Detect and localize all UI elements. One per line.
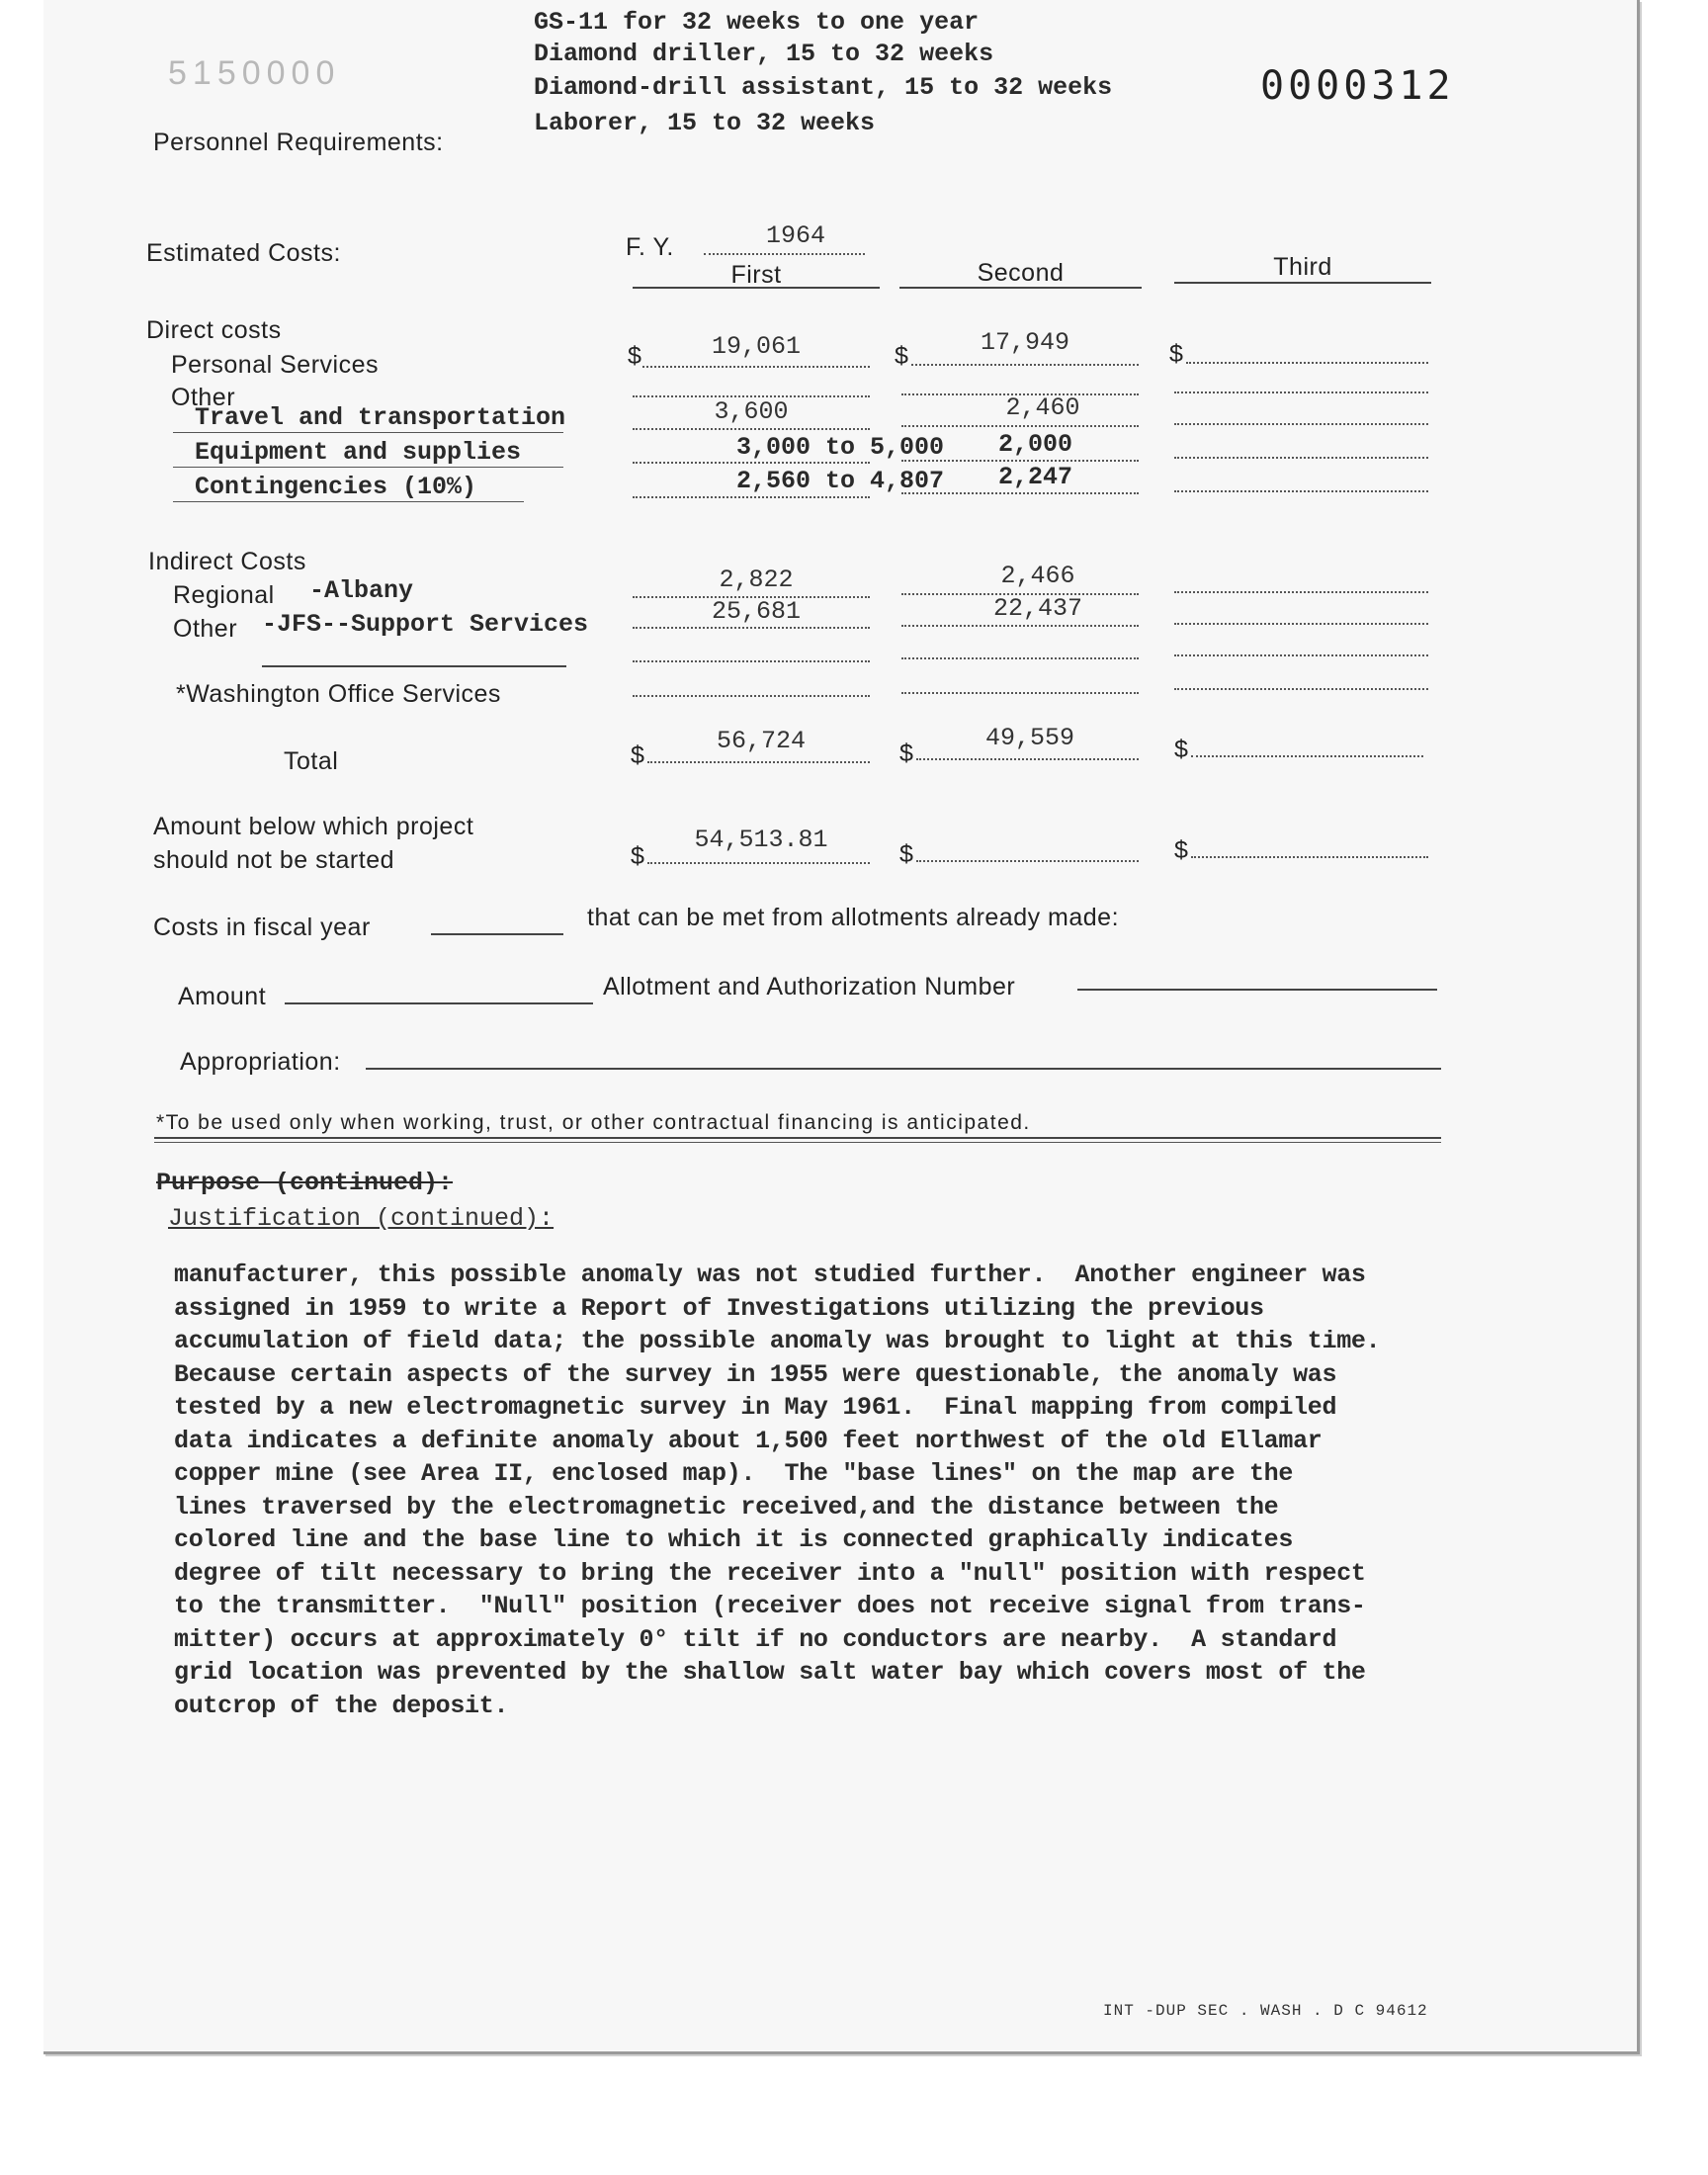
other-indirect-first: 25,681 [711, 597, 801, 626]
dotted-line [901, 460, 1139, 462]
personnel-line-1: GS-11 for 32 weeks to one year [534, 8, 980, 37]
other-indirect-typed: -JFS--Support Services [262, 610, 589, 639]
label-underline [173, 501, 524, 502]
dotted-line [1174, 457, 1428, 459]
justification-line: accumulation of field data; the possible anomaly was brought to light at this time. [174, 1327, 1381, 1355]
fiscal-year-suffix: that can be met from allotments already made: [587, 904, 1120, 931]
dotted-line [1174, 688, 1428, 690]
justification-line: manufacturer, this possible anomaly was not studied further. Another engineer was [174, 1261, 1366, 1289]
dotted-line [1174, 654, 1428, 656]
other-indirect-label: Other [173, 615, 238, 643]
dotted-line [647, 761, 870, 763]
equipment-label: Equipment and supplies [195, 438, 522, 467]
appropriation-label: Appropriation: [180, 1048, 341, 1076]
regional-typed: -Albany [309, 576, 414, 605]
dotted-line [901, 425, 1139, 427]
fiscal-year-label: Costs in fiscal year [153, 914, 371, 941]
dotted-line [1174, 423, 1428, 425]
faint-bleed-number: 5150000 [168, 54, 341, 92]
dotted-line [1174, 490, 1428, 492]
equipment-second: 2,000 [998, 430, 1073, 459]
other-indirect-second: 22,437 [992, 594, 1082, 623]
printer-imprint: INT -DUP SEC . WASH . D C 94612 [1103, 2002, 1428, 2020]
footnote-rule-2 [154, 1142, 1441, 1143]
authorization-label: Allotment and Authorization Number [603, 973, 1016, 1000]
label-underline [173, 432, 563, 433]
travel-first: 3,600 [714, 397, 789, 426]
dotted-line [901, 657, 1139, 659]
justification-line: tested by a new electromagnetic survey in May 1961. Final mapping from compiled [174, 1393, 1337, 1422]
currency-sign: $ [628, 342, 642, 370]
justification-line: grid location was prevented by the shallow salt water bay which covers most of the [174, 1658, 1366, 1687]
amount-below-label-2: should not be started [153, 846, 394, 874]
direct-costs-label: Direct costs [146, 316, 282, 344]
dotted-line [633, 496, 870, 498]
justification-line: to the transmitter. "Null" position (receiver does not receive signal from trans- [174, 1592, 1366, 1620]
fy-dotted-line [704, 253, 865, 255]
justification-line: copper mine (see Area II, enclosed map). The "base lines" on the map are the [174, 1459, 1294, 1488]
currency-sign: $ [631, 842, 645, 870]
fy-label: F. Y. [626, 233, 674, 261]
personnel-line-4: Laborer, 15 to 32 weeks [534, 109, 876, 137]
dotted-line [1174, 591, 1428, 593]
dotted-line [1174, 392, 1428, 393]
other-label: Other [171, 384, 236, 411]
regional-second: 2,466 [1000, 562, 1075, 590]
equipment-first: 3,000 to 5,000 [736, 433, 945, 462]
personnel-line-2: Diamond driller, 15 to 32 weeks [534, 40, 994, 68]
dotted-line [633, 660, 870, 662]
dotted-line [633, 462, 870, 464]
dotted-line [916, 860, 1139, 862]
personal-services-first: 19,061 [711, 332, 801, 361]
purpose-heading: Purpose (continued): [156, 1169, 454, 1197]
authorization-field [1077, 989, 1437, 991]
justification-line: Because certain aspects of the survey in 1955 were questionable, the anomaly was [174, 1359, 1337, 1389]
column-second: Second [977, 259, 1065, 287]
contingencies-label: Contingencies (10%) [195, 473, 477, 501]
justification-line: colored line and the base line to which it is connected graphically indicates [174, 1525, 1294, 1554]
dotted-line [642, 366, 870, 368]
dotted-line [1191, 755, 1423, 757]
dotted-line [633, 428, 870, 430]
estimated-costs-label: Estimated Costs: [146, 239, 341, 267]
footnote-rule [154, 1137, 1441, 1139]
personnel-label: Personnel Requirements: [153, 129, 444, 156]
dotted-line [1186, 362, 1428, 364]
currency-sign: $ [1169, 340, 1184, 368]
contingencies-second: 2,247 [998, 463, 1073, 491]
personal-services-label: Personal Services [171, 351, 379, 379]
other-indirect-rule [262, 665, 566, 667]
justification-heading: Justification (continued): [168, 1204, 555, 1233]
justification-line: outcrop of the deposit. [174, 1691, 509, 1720]
dotted-line [901, 692, 1139, 694]
column-first-rule [633, 287, 880, 289]
amount-below-label-1: Amount below which project [153, 813, 474, 840]
document-number: 0000312 [1260, 63, 1455, 109]
dotted-line [633, 695, 870, 697]
currency-sign: $ [631, 741, 645, 769]
fy-value: 1964 [766, 221, 826, 250]
regional-first: 2,822 [719, 566, 794, 594]
dotted-line [901, 625, 1139, 627]
appropriation-field [366, 1068, 1441, 1070]
footnote: *To be used only when working, trust, or other contractual financing is anticipated. [156, 1111, 1031, 1134]
washington-label: *Washington Office Services [176, 680, 501, 708]
travel-label: Travel and transportation [195, 403, 566, 432]
dotted-line [911, 364, 1139, 366]
personal-services-second: 17,949 [980, 328, 1069, 357]
dotted-line [1174, 623, 1428, 625]
currency-sign: $ [1174, 836, 1189, 864]
contingencies-first: 2,560 to 4,807 [736, 467, 945, 495]
dotted-line [916, 758, 1139, 760]
total-label: Total [284, 747, 339, 775]
justification-line: data indicates a definite anomaly about 1,500 feet northwest of the old Ellamar [174, 1426, 1323, 1455]
column-third: Third [1273, 253, 1332, 281]
justification-body [174, 1259, 1538, 1722]
indirect-costs-label: Indirect Costs [148, 548, 306, 575]
dotted-line [1191, 856, 1428, 858]
fiscal-year-field [431, 933, 563, 935]
currency-sign: $ [899, 840, 914, 868]
amount-label: Amount [178, 983, 267, 1010]
document-page [43, 0, 1640, 2054]
currency-sign: $ [1174, 736, 1189, 763]
total-second: 49,559 [984, 724, 1074, 752]
justification-line: degree of tilt necessary to bring the receiver into a "null" position with respect [174, 1558, 1366, 1588]
justification-line: mitter) occurs at approximately 0° tilt if no conductors are nearby. A standard [174, 1624, 1337, 1654]
column-first: First [730, 261, 782, 289]
dotted-line [647, 862, 870, 864]
currency-sign: $ [895, 342, 909, 370]
label-underline [173, 467, 563, 468]
amount-below-first: 54,513.81 [694, 826, 828, 854]
dotted-line [633, 627, 870, 629]
personnel-line-3: Diamond-drill assistant, 15 to 32 weeks [534, 73, 1113, 102]
column-third-rule [1174, 282, 1431, 284]
amount-field [285, 1002, 593, 1004]
column-second-rule [899, 287, 1142, 289]
regional-label: Regional [173, 581, 275, 609]
travel-second: 2,460 [1005, 393, 1080, 422]
currency-sign: $ [899, 740, 914, 767]
justification-line: assigned in 1959 to write a Report of Investigations utilizing the previous [174, 1293, 1264, 1323]
dotted-line [901, 492, 1139, 494]
total-first: 56,724 [716, 727, 806, 755]
justification-line: lines traversed by the electromagnetic received,and the distance between the [174, 1492, 1279, 1522]
